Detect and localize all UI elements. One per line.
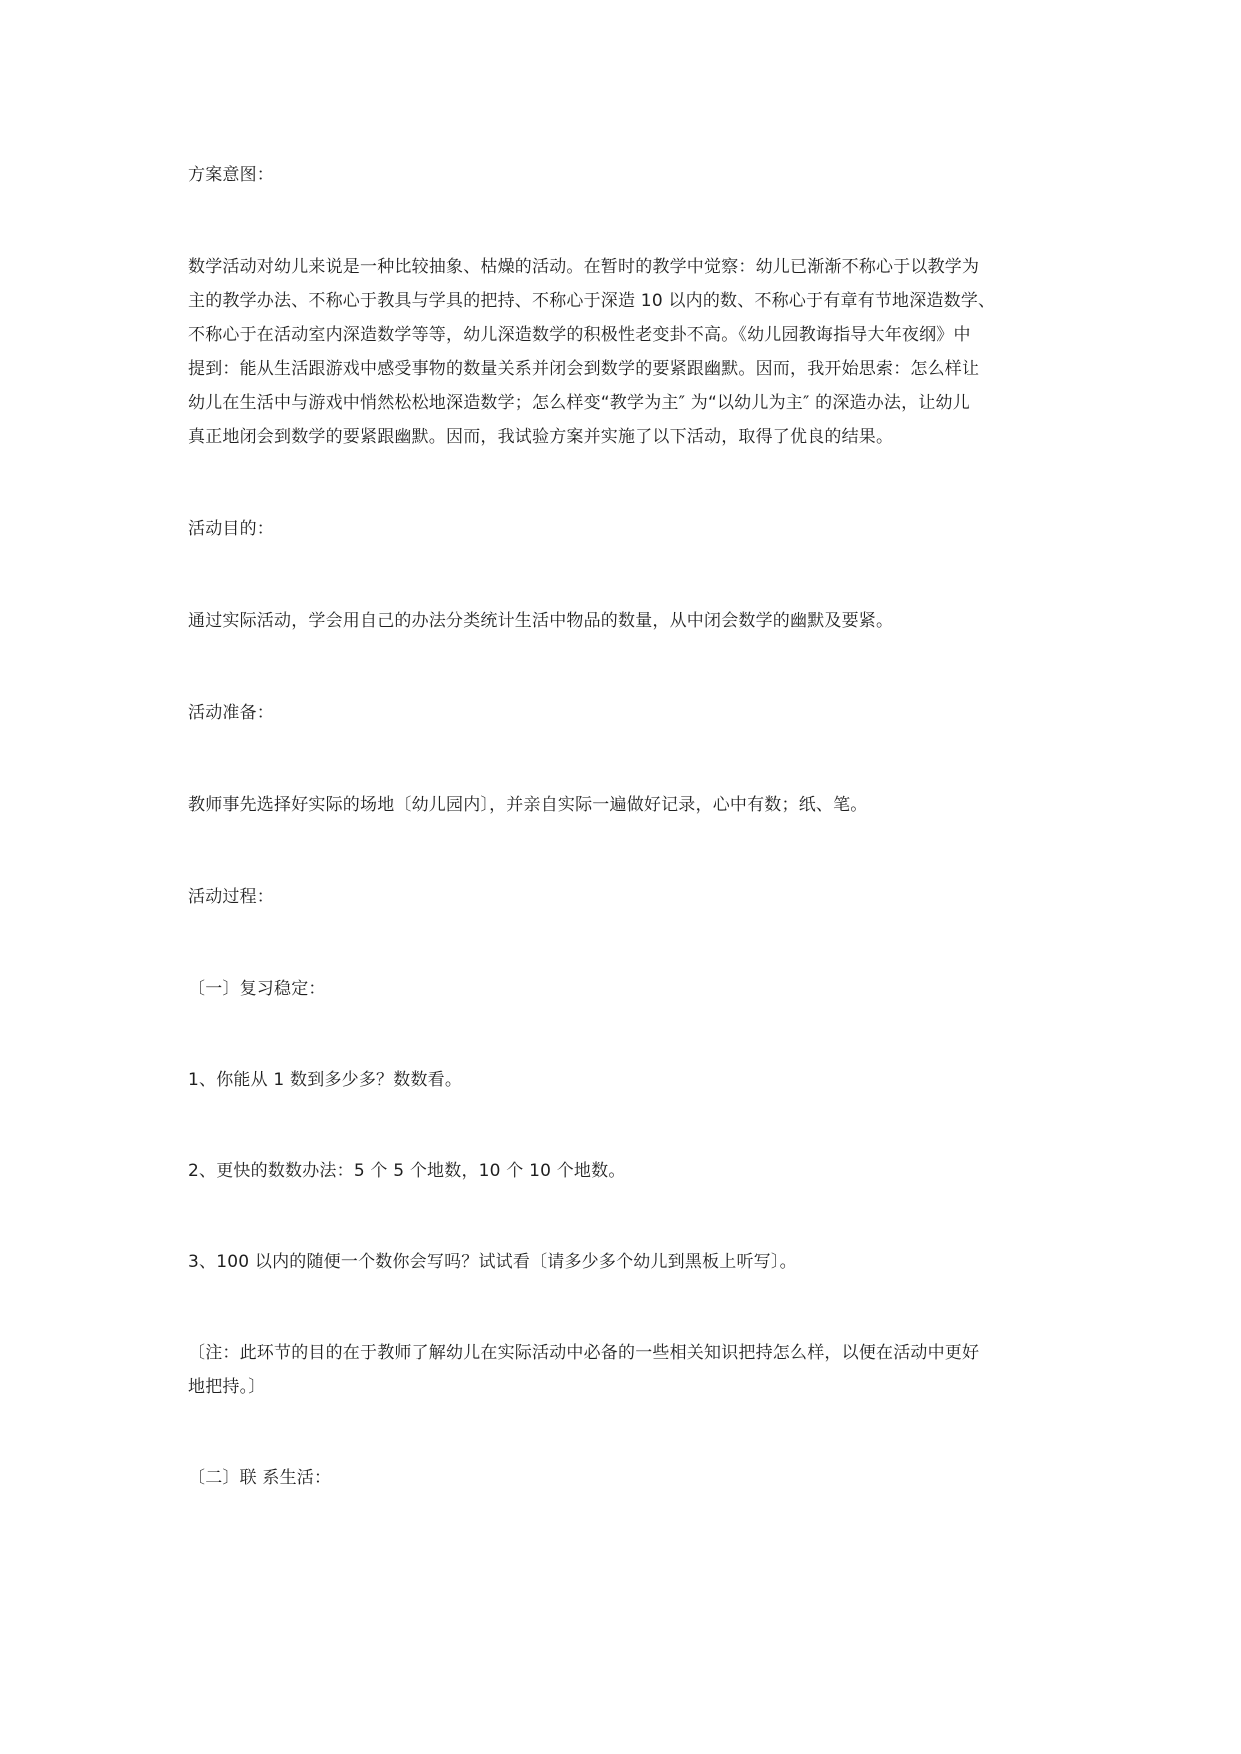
list-item: 3、100 以内的随便一个数你会写吗？试试看〔请多少多个幼儿到黑板上听写〕。	[188, 1252, 797, 1272]
list-item: 2、更快的数数办法：5 个 5 个地数，10 个 10 个地数。	[188, 1161, 626, 1181]
spacer	[188, 454, 1058, 512]
note-paragraph	[188, 1336, 1058, 1404]
paragraph-line: 提到：能从生活跟游戏中感受事物的数量关系并闭会到数学的要紧跟幽默。因而，我开始思索：怎么样让	[188, 359, 980, 379]
spacer	[188, 1006, 1058, 1063]
spacer	[188, 192, 1058, 250]
list-item: 1、你能从 1 数到多少多？数数看。	[188, 1070, 463, 1090]
spacer	[188, 1404, 1058, 1461]
intent-heading: 方案意图：	[188, 165, 274, 185]
section1-heading: 〔一〕复习稳定：	[188, 979, 326, 999]
paragraph-line: 数学活动对幼儿来说是一种比较抽象、枯燥的活动。在暂时的教学中觉察：幼儿已渐渐不称心于以教学为	[188, 257, 980, 277]
goal-text: 通过实际活动，学会用自己的办法分类统计生活中物品的数量，从中闭会数学的幽默及要紧。	[188, 611, 894, 631]
prep-text: 教师事先选择好实际的场地〔幼儿园内〕，并亲自实际一遍做好记录，心中有数；纸、笔。	[188, 795, 868, 815]
spacer	[188, 730, 1058, 788]
intent-paragraph	[188, 250, 1058, 454]
spacer	[188, 1279, 1058, 1336]
paragraph-line: 不称心于在活动室内深造数学等等，幼儿深造数学的积极性老变卦不高。《幼儿园教诲指导大年夜纲》中	[188, 325, 971, 345]
paragraph-line: 主的教学办法、不称心于教具与学具的把持、不称心于深造 10 以内的数、不称心于有章有节地深造数学、	[188, 291, 996, 311]
spacer	[188, 546, 1058, 604]
process-heading: 活动过程：	[188, 887, 274, 907]
spacer	[188, 822, 1058, 880]
prep-heading: 活动准备：	[188, 703, 274, 723]
goal-heading: 活动目的：	[188, 519, 274, 539]
document-body	[188, 158, 1058, 1495]
section2-heading: 〔二〕联 系生活：	[188, 1468, 332, 1488]
spacer	[188, 914, 1058, 972]
paragraph-line: 幼儿在生活中与游戏中悄然松松地深造数学；怎么样变“教学为主″ 为“以幼儿为主″ 的深造办法，让幼儿	[188, 393, 970, 413]
spacer	[188, 1188, 1058, 1245]
paragraph-line: 真正地闭会到数学的要紧跟幽默。因而，我试验方案并实施了以下活动，取得了优良的结果。	[188, 427, 894, 447]
note-line: 〔注：此环节的目的在于教师了解幼儿在实际活动中必备的一些相关知识把持怎么样，以便在活动中更好	[188, 1343, 980, 1363]
spacer	[188, 1097, 1058, 1154]
spacer	[188, 638, 1058, 696]
note-line: 地把持。〕	[188, 1377, 266, 1397]
